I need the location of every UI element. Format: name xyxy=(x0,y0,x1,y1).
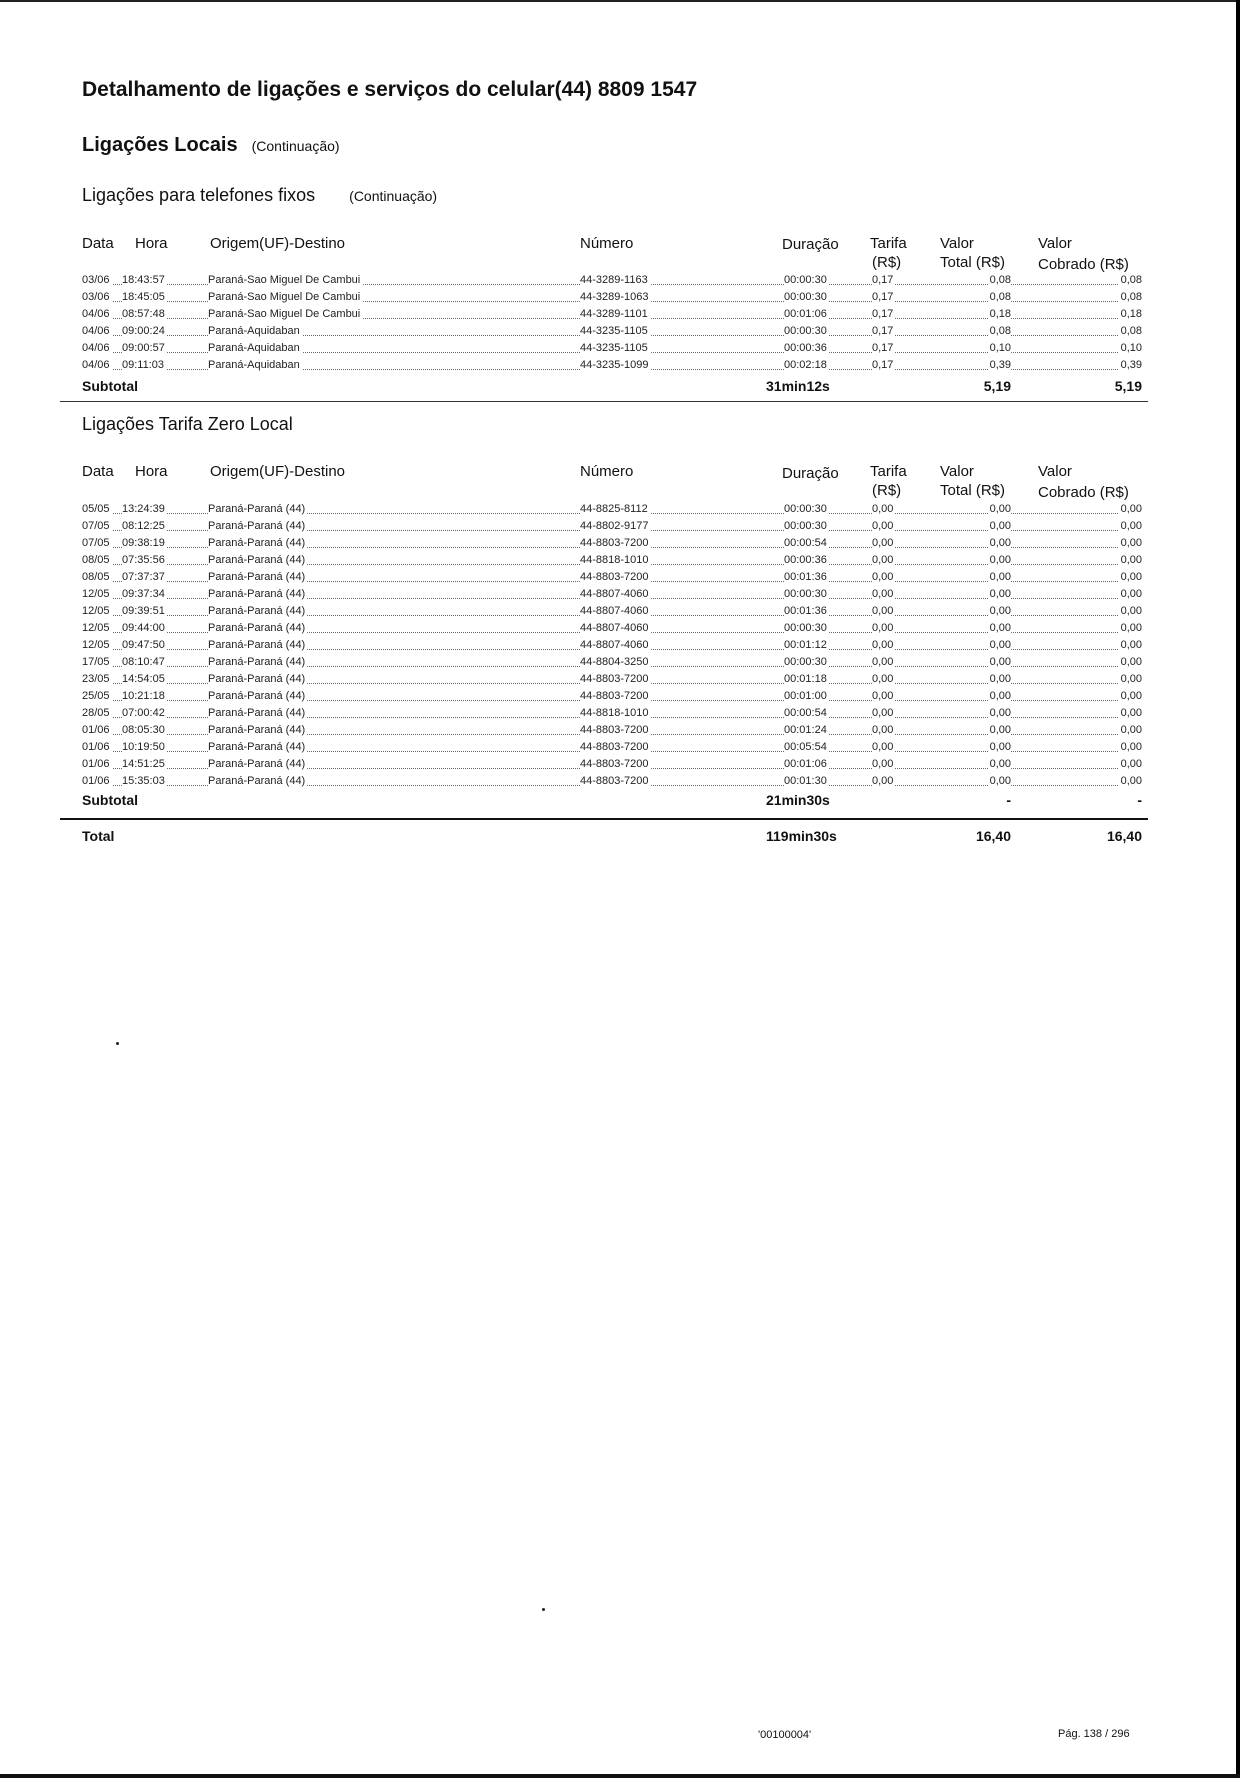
table-row xyxy=(82,755,1142,772)
scan-bottom-edge xyxy=(0,1774,1240,1778)
cell-duracao: 00:01:30 xyxy=(784,775,827,787)
cell-hora: 18:43:57 xyxy=(122,274,165,286)
table-row xyxy=(82,653,1142,670)
col-origem: Origem(UF)-Destino xyxy=(210,235,346,252)
cell-data: 07/05 xyxy=(82,520,110,532)
cell-duracao: 00:05:54 xyxy=(784,741,827,753)
cell-tarifa: 0,00 xyxy=(872,639,894,651)
total-duracao: 119min30s xyxy=(766,828,837,844)
cell-hora: 09:00:24 xyxy=(122,325,165,337)
cell-data: 08/05 xyxy=(82,571,110,583)
cell-valor-total: 0,39 xyxy=(989,359,1011,371)
cell-tarifa: 0,00 xyxy=(872,758,894,770)
subtotal-valor-total: 5,19 xyxy=(983,378,1011,394)
cell-hora: 08:12:25 xyxy=(122,520,165,532)
cell-data: 12/05 xyxy=(82,622,110,634)
cell-numero: 44-8803-7200 xyxy=(580,741,649,753)
col-duracao: Duração xyxy=(782,465,839,482)
document-code: '00100004' xyxy=(758,1729,812,1741)
cell-origem: Paraná-Paraná (44) xyxy=(208,571,306,583)
cell-valor-total: 0,18 xyxy=(989,308,1011,320)
cell-numero: 44-8807-4060 xyxy=(580,588,649,600)
cell-duracao: 00:01:24 xyxy=(784,724,827,736)
total-valor-total: 16,40 xyxy=(975,828,1011,844)
col-numero: Número xyxy=(580,235,634,252)
cell-hora: 14:54:05 xyxy=(122,673,165,685)
cell-numero: 44-8803-7200 xyxy=(580,758,649,770)
cell-valor-cobrado: 0,08 xyxy=(1120,291,1142,303)
cell-valor-cobrado: 0,08 xyxy=(1120,325,1142,337)
col-tarifa-unit: (R$) xyxy=(872,254,902,271)
page-number: Pág. 138 / 296 xyxy=(1058,1728,1130,1740)
total-row xyxy=(82,826,1142,846)
cell-numero: 44-3289-1101 xyxy=(580,308,648,320)
col-valor-cobrado: Valor xyxy=(1038,235,1072,252)
cell-valor-total: 0,00 xyxy=(989,639,1011,651)
cell-valor-cobrado: 0,00 xyxy=(1120,741,1142,753)
cell-valor-cobrado: 0,00 xyxy=(1120,520,1142,532)
col-valor-total: Valor xyxy=(940,235,974,252)
cell-valor-cobrado: 0,00 xyxy=(1120,690,1142,702)
table-row xyxy=(82,517,1142,534)
cell-valor-total: 0,00 xyxy=(989,571,1011,583)
cell-valor-cobrado: 0,00 xyxy=(1120,537,1142,549)
cell-hora: 09:37:34 xyxy=(122,588,165,600)
cell-origem: Paraná-Aquidaban xyxy=(208,342,300,354)
cell-numero: 44-8803-7200 xyxy=(580,537,649,549)
cell-tarifa: 0,17 xyxy=(872,325,894,337)
cell-valor-cobrado: 0,39 xyxy=(1120,359,1142,371)
cell-tarifa: 0,00 xyxy=(872,622,894,634)
table-row xyxy=(82,602,1142,619)
cell-data: 12/05 xyxy=(82,588,110,600)
cell-valor-total: 0,08 xyxy=(989,274,1011,286)
total-label: Total xyxy=(82,828,115,844)
cell-valor-cobrado: 0,00 xyxy=(1120,724,1142,736)
cell-valor-cobrado: 0,00 xyxy=(1120,571,1142,583)
col-origem: Origem(UF)-Destino xyxy=(210,463,346,480)
cell-data: 04/06 xyxy=(82,325,110,337)
cell-hora: 09:39:51 xyxy=(122,605,165,617)
table-row xyxy=(82,356,1142,373)
scan-speck xyxy=(542,1608,545,1611)
cell-data: 08/05 xyxy=(82,554,110,566)
cell-origem: Paraná-Sao Miguel De Cambui xyxy=(208,291,361,303)
cell-tarifa: 0,17 xyxy=(872,359,894,371)
fixos-heading xyxy=(82,185,437,206)
scan-right-edge xyxy=(1236,0,1240,1778)
cell-tarifa: 0,00 xyxy=(872,605,894,617)
cell-hora: 09:00:57 xyxy=(122,342,165,354)
cell-hora: 09:38:19 xyxy=(122,537,165,549)
table-row xyxy=(82,339,1142,356)
cell-valor-cobrado: 0,00 xyxy=(1120,605,1142,617)
cell-origem: Paraná-Paraná (44) xyxy=(208,639,306,651)
cell-valor-cobrado: 0,00 xyxy=(1120,758,1142,770)
cell-numero: 44-8802-9177 xyxy=(580,520,649,532)
cell-data: 01/06 xyxy=(82,758,110,770)
cell-hora: 07:35:56 xyxy=(122,554,165,566)
cell-data: 03/06 xyxy=(82,274,110,286)
cell-data: 25/05 xyxy=(82,690,110,702)
table-row xyxy=(82,636,1142,653)
cell-valor-total: 0,00 xyxy=(989,775,1011,787)
cell-numero: 44-8804-3250 xyxy=(580,656,649,668)
cell-valor-cobrado: 0,18 xyxy=(1120,308,1142,320)
cell-tarifa: 0,00 xyxy=(872,741,894,753)
fixos-title: Ligações para telefones fixos xyxy=(82,185,316,205)
col-data: Data xyxy=(82,463,114,480)
cell-duracao: 00:00:30 xyxy=(784,656,827,668)
divider xyxy=(60,401,1148,402)
table-row xyxy=(82,271,1142,288)
cell-numero: 44-8803-7200 xyxy=(580,775,649,787)
cell-origem: Paraná-Paraná (44) xyxy=(208,741,306,753)
cell-origem: Paraná-Paraná (44) xyxy=(208,520,306,532)
cell-numero: 44-8807-4060 xyxy=(580,622,649,634)
fixos-rows xyxy=(82,271,1142,373)
cell-data: 04/06 xyxy=(82,308,110,320)
cell-valor-total: 0,08 xyxy=(989,291,1011,303)
cell-origem: Paraná-Aquidaban xyxy=(208,325,300,337)
cell-duracao: 00:01:36 xyxy=(784,605,827,617)
cell-origem: Paraná-Paraná (44) xyxy=(208,622,306,634)
cell-tarifa: 0,00 xyxy=(872,775,894,787)
cell-duracao: 00:00:30 xyxy=(784,622,827,634)
cell-hora: 15:35:03 xyxy=(122,775,165,787)
cell-valor-total: 0,00 xyxy=(989,622,1011,634)
cell-hora: 13:24:39 xyxy=(122,503,165,515)
cell-data: 01/06 xyxy=(82,724,110,736)
cell-duracao: 00:00:30 xyxy=(784,274,827,286)
zero-rows xyxy=(82,500,1142,789)
zero-subtotal-row xyxy=(82,790,1142,810)
cell-tarifa: 0,00 xyxy=(872,571,894,583)
table-row xyxy=(82,534,1142,551)
table-row xyxy=(82,738,1142,755)
cell-hora: 07:37:37 xyxy=(122,571,165,583)
subtotal-valor-cobrado: 5,19 xyxy=(1114,378,1142,394)
table-row xyxy=(82,670,1142,687)
cell-numero: 44-8803-7200 xyxy=(580,690,649,702)
cell-data: 17/05 xyxy=(82,656,110,668)
col-valor-total-unit: Total (R$) xyxy=(940,254,1006,271)
cell-data: 23/05 xyxy=(82,673,110,685)
cell-hora: 18:45:05 xyxy=(122,291,165,303)
cell-origem: Paraná-Paraná (44) xyxy=(208,605,306,617)
cell-hora: 09:47:50 xyxy=(122,639,165,651)
cell-hora: 14:51:25 xyxy=(122,758,165,770)
cell-duracao: 00:00:54 xyxy=(784,707,827,719)
cell-numero: 44-8807-4060 xyxy=(580,605,649,617)
cell-data: 07/05 xyxy=(82,537,110,549)
subtotal-valor-cobrado: - xyxy=(1137,792,1142,808)
cell-tarifa: 0,17 xyxy=(872,342,894,354)
col-valor-total: Valor xyxy=(940,463,974,480)
cell-duracao: 00:01:12 xyxy=(784,639,827,651)
cell-valor-cobrado: 0,08 xyxy=(1120,274,1142,286)
col-tarifa: Tarifa xyxy=(870,463,907,480)
cell-numero: 44-3289-1063 xyxy=(580,291,649,303)
section-continuation: (Continuação) xyxy=(251,138,340,154)
col-valor-total-unit: Total (R$) xyxy=(940,482,1006,499)
cell-data: 12/05 xyxy=(82,605,110,617)
table-row xyxy=(82,721,1142,738)
cell-duracao: 00:00:30 xyxy=(784,503,827,515)
cell-numero: 44-3235-1105 xyxy=(580,325,648,337)
cell-numero: 44-3235-1099 xyxy=(580,359,649,371)
fixos-subtotal-row xyxy=(82,376,1142,396)
cell-duracao: 00:02:18 xyxy=(784,359,827,371)
cell-tarifa: 0,00 xyxy=(872,673,894,685)
cell-origem: Paraná-Paraná (44) xyxy=(208,656,306,668)
cell-numero: 44-3235-1105 xyxy=(580,342,648,354)
cell-valor-cobrado: 0,00 xyxy=(1120,639,1142,651)
cell-numero: 44-8807-4060 xyxy=(580,639,649,651)
cell-data: 04/06 xyxy=(82,342,110,354)
cell-origem: Paraná-Paraná (44) xyxy=(208,503,306,515)
cell-valor-total: 0,00 xyxy=(989,707,1011,719)
cell-hora: 07:00:42 xyxy=(122,707,165,719)
table-row xyxy=(82,585,1142,602)
fixos-continuation: (Continuação) xyxy=(349,188,438,204)
cell-valor-cobrado: 0,00 xyxy=(1120,775,1142,787)
cell-duracao: 00:00:36 xyxy=(784,554,827,566)
cell-valor-cobrado: 0,10 xyxy=(1120,342,1142,354)
cell-data: 12/05 xyxy=(82,639,110,651)
cell-duracao: 00:00:36 xyxy=(784,342,827,354)
cell-tarifa: 0,17 xyxy=(872,274,894,286)
cell-data: 01/06 xyxy=(82,741,110,753)
col-hora: Hora xyxy=(135,235,168,252)
col-duracao: Duração xyxy=(782,236,839,253)
cell-tarifa: 0,00 xyxy=(872,656,894,668)
cell-valor-total: 0,00 xyxy=(989,605,1011,617)
col-numero: Número xyxy=(580,463,634,480)
cell-data: 05/05 xyxy=(82,503,110,515)
cell-hora: 08:57:48 xyxy=(122,308,165,320)
cell-numero: 44-3289-1163 xyxy=(580,274,648,286)
cell-origem: Paraná-Paraná (44) xyxy=(208,537,306,549)
col-valor-cobrado: Valor xyxy=(1038,463,1072,480)
cell-tarifa: 0,17 xyxy=(872,291,894,303)
cell-origem: Paraná-Paraná (44) xyxy=(208,758,306,770)
cell-hora: 08:10:47 xyxy=(122,656,165,668)
total-valor-cobrado: 16,40 xyxy=(1106,828,1142,844)
subtotal-label: Subtotal xyxy=(82,792,138,808)
col-tarifa: Tarifa xyxy=(870,235,907,252)
table-row xyxy=(82,704,1142,721)
cell-duracao: 00:01:06 xyxy=(784,308,827,320)
cell-duracao: 00:00:54 xyxy=(784,537,827,549)
table-row xyxy=(82,322,1142,339)
cell-numero: 44-8818-1010 xyxy=(580,707,649,719)
cell-origem: Paraná-Paraná (44) xyxy=(208,724,306,736)
cell-valor-total: 0,00 xyxy=(989,588,1011,600)
cell-tarifa: 0,00 xyxy=(872,520,894,532)
cell-numero: 44-8803-7200 xyxy=(580,673,649,685)
cell-tarifa: 0,17 xyxy=(872,308,894,320)
page-title: Detalhamento de ligações e serviços do celular(44) 8809 1547 xyxy=(82,78,698,101)
cell-origem: Paraná-Paraná (44) xyxy=(208,775,306,787)
col-tarifa-unit: (R$) xyxy=(872,482,902,499)
cell-duracao: 00:01:18 xyxy=(784,673,827,685)
cell-valor-cobrado: 0,00 xyxy=(1120,622,1142,634)
cell-duracao: 00:00:30 xyxy=(784,520,827,532)
scan-speck xyxy=(116,1042,119,1045)
cell-data: 01/06 xyxy=(82,775,110,787)
cell-origem: Paraná-Sao Miguel De Cambui xyxy=(208,308,361,320)
cell-valor-total: 0,00 xyxy=(989,520,1011,532)
cell-valor-total: 0,10 xyxy=(989,342,1011,354)
cell-duracao: 00:00:30 xyxy=(784,588,827,600)
cell-data: 28/05 xyxy=(82,707,110,719)
cell-valor-total: 0,00 xyxy=(989,741,1011,753)
table-row xyxy=(82,619,1142,636)
table-row xyxy=(82,551,1142,568)
cell-numero: 44-8803-7200 xyxy=(580,571,649,583)
cell-valor-total: 0,00 xyxy=(989,554,1011,566)
cell-origem: Paraná-Paraná (44) xyxy=(208,588,306,600)
cell-origem: Paraná-Paraná (44) xyxy=(208,690,306,702)
cell-duracao: 00:00:30 xyxy=(784,291,827,303)
col-valor-cobrado-unit: Cobrado (R$) xyxy=(1038,484,1129,501)
cell-hora: 09:11:03 xyxy=(122,359,165,371)
divider xyxy=(60,818,1148,820)
section-title: Ligações Locais xyxy=(82,134,238,156)
cell-valor-total: 0,00 xyxy=(989,537,1011,549)
cell-valor-total: 0,08 xyxy=(989,325,1011,337)
cell-valor-cobrado: 0,00 xyxy=(1120,503,1142,515)
cell-valor-cobrado: 0,00 xyxy=(1120,707,1142,719)
cell-numero: 44-8803-7200 xyxy=(580,724,649,736)
cell-valor-total: 0,00 xyxy=(989,758,1011,770)
table-row xyxy=(82,288,1142,305)
cell-origem: Paraná-Aquidaban xyxy=(208,359,300,371)
cell-tarifa: 0,00 xyxy=(872,588,894,600)
cell-data: 04/06 xyxy=(82,359,110,371)
cell-valor-cobrado: 0,00 xyxy=(1120,588,1142,600)
col-data: Data xyxy=(82,235,114,252)
cell-duracao: 00:00:30 xyxy=(784,325,827,337)
subtotal-label: Subtotal xyxy=(82,378,138,394)
cell-origem: Paraná-Paraná (44) xyxy=(208,673,306,685)
cell-tarifa: 0,00 xyxy=(872,503,894,515)
cell-hora: 10:21:18 xyxy=(122,690,165,702)
cell-numero: 44-8825-8112 xyxy=(580,503,648,515)
subtotal-valor-total: - xyxy=(1006,792,1011,808)
cell-numero: 44-8818-1010 xyxy=(580,554,649,566)
cell-valor-cobrado: 0,00 xyxy=(1120,673,1142,685)
cell-tarifa: 0,00 xyxy=(872,690,894,702)
table-row xyxy=(82,500,1142,517)
cell-duracao: 00:01:00 xyxy=(784,690,827,702)
table-row xyxy=(82,305,1142,322)
cell-origem: Paraná-Paraná (44) xyxy=(208,554,306,566)
cell-origem: Paraná-Paraná (44) xyxy=(208,707,306,719)
cell-duracao: 00:01:06 xyxy=(784,758,827,770)
scan-top-edge xyxy=(0,0,1240,2)
col-hora: Hora xyxy=(135,463,168,480)
cell-data: 03/06 xyxy=(82,291,110,303)
cell-valor-cobrado: 0,00 xyxy=(1120,656,1142,668)
cell-valor-cobrado: 0,00 xyxy=(1120,554,1142,566)
table-row xyxy=(82,687,1142,704)
cell-origem: Paraná-Sao Miguel De Cambui xyxy=(208,274,361,286)
table-row xyxy=(82,772,1142,789)
table-row xyxy=(82,568,1142,585)
cell-valor-total: 0,00 xyxy=(989,656,1011,668)
cell-valor-total: 0,00 xyxy=(989,503,1011,515)
cell-hora: 09:44:00 xyxy=(122,622,165,634)
zero-heading xyxy=(82,414,293,435)
cell-tarifa: 0,00 xyxy=(872,554,894,566)
cell-hora: 10:19:50 xyxy=(122,741,165,753)
col-valor-cobrado-unit: Cobrado (R$) xyxy=(1038,256,1129,273)
section-heading xyxy=(82,134,340,157)
cell-duracao: 00:01:36 xyxy=(784,571,827,583)
subtotal-duracao: 31min12s xyxy=(766,378,830,394)
cell-tarifa: 0,00 xyxy=(872,537,894,549)
cell-valor-total: 0,00 xyxy=(989,673,1011,685)
cell-valor-total: 0,00 xyxy=(989,690,1011,702)
zero-title: Ligações Tarifa Zero Local xyxy=(82,414,293,434)
subtotal-duracao: 21min30s xyxy=(766,792,830,808)
cell-tarifa: 0,00 xyxy=(872,724,894,736)
cell-hora: 08:05:30 xyxy=(122,724,165,736)
cell-tarifa: 0,00 xyxy=(872,707,894,719)
cell-valor-total: 0,00 xyxy=(989,724,1011,736)
